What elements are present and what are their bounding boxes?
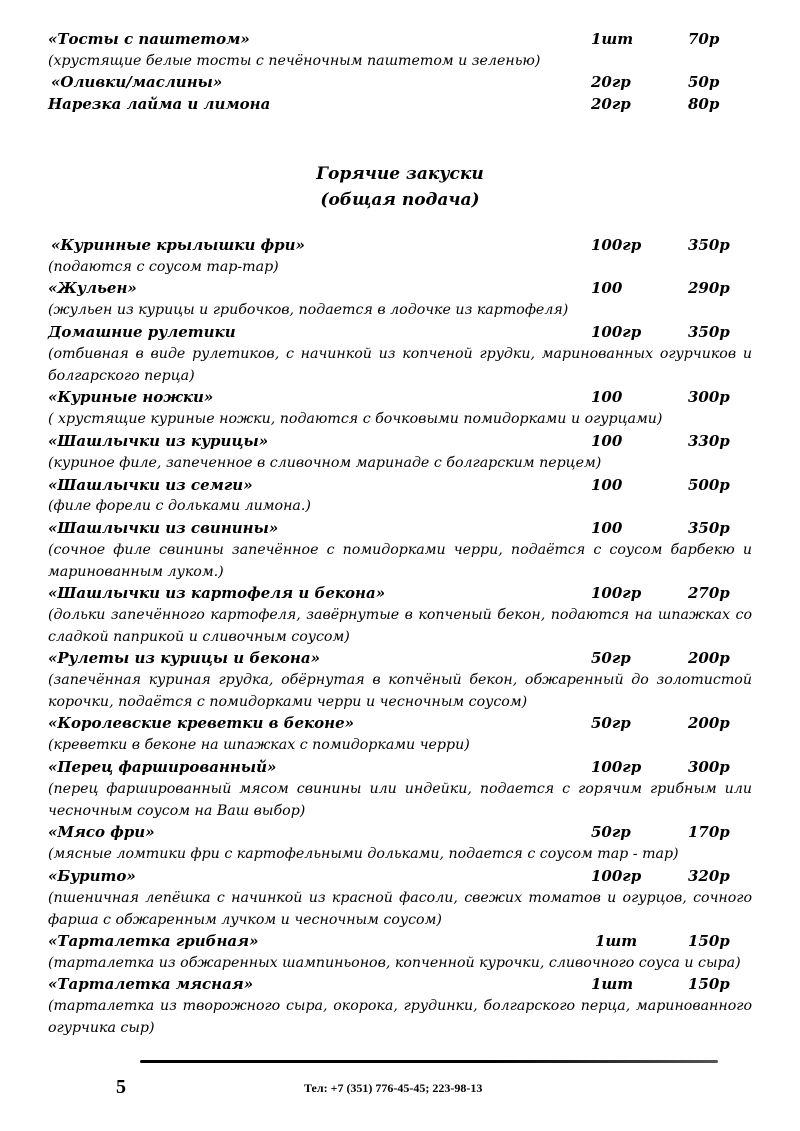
menu-item bbox=[48, 712, 752, 734]
item-name: «Тарталетка мясная» bbox=[48, 975, 254, 993]
menu-item bbox=[48, 930, 752, 952]
section-title: Горячие закуски bbox=[316, 164, 484, 184]
item-qty: 50гр bbox=[591, 823, 631, 841]
item-description: (дольки запечённого картофеля, завёрнутые в копченый бекон, подаются на шпажках со сладкой паприкой и сливочным соусом) bbox=[48, 607, 752, 645]
item-name: «Тарталетка грибная» bbox=[48, 932, 259, 950]
item-name: «Бурито» bbox=[48, 867, 136, 885]
item-price: 350р bbox=[688, 236, 730, 254]
item-name: «Куриные ножки» bbox=[48, 388, 214, 406]
item-qty: 100 bbox=[591, 432, 623, 450]
item-description: ( хрустящие куриные ножки, подаются с бочковыми помидорками и огурцами) bbox=[48, 411, 663, 427]
item-name: «Рулеты из курицы и бекона» bbox=[48, 649, 320, 667]
item-name: «Тосты с паштетом» bbox=[48, 30, 250, 48]
item-price: 170р bbox=[688, 823, 730, 841]
menu-item bbox=[48, 865, 752, 887]
item-name: «Шашлычки из семги» bbox=[48, 476, 253, 494]
menu-item bbox=[48, 430, 752, 452]
menu-item bbox=[48, 973, 752, 995]
item-price: 290р bbox=[688, 279, 730, 297]
item-name: «Оливки/маслины» bbox=[51, 73, 223, 91]
item-description: (отбивная в виде рулетиков, с начинкой из копченой грудки, маринованных огурчиков и болгарского перца) bbox=[48, 346, 752, 384]
menu-item bbox=[48, 386, 752, 408]
item-qty: 100гр bbox=[591, 584, 642, 602]
item-name: «Шашлычки из курицы» bbox=[48, 432, 269, 450]
item-description: (тарталетка из обжаренных шампиньонов, копченной курочки, сливочного соуса и сыра) bbox=[48, 955, 741, 971]
item-price: 150р bbox=[688, 932, 730, 950]
item-description: (хрустящие белые тосты с печёночным паштетом и зеленью) bbox=[48, 53, 541, 69]
item-price: 300р bbox=[688, 758, 730, 776]
page-number: 5 bbox=[116, 1076, 126, 1098]
menu-item bbox=[48, 647, 752, 669]
item-description: (перец фаршированный мясом свинины или индейки, подается с горячим грибным или чесночным соусом на Ваш выбор) bbox=[48, 781, 752, 819]
section-subtitle: (общая подача) bbox=[320, 190, 480, 210]
item-price: 350р bbox=[688, 519, 730, 537]
item-name: «Жульен» bbox=[48, 279, 137, 297]
item-qty: 100гр bbox=[591, 758, 642, 776]
menu-item bbox=[48, 28, 752, 50]
item-qty: 1шт bbox=[591, 975, 634, 993]
item-name: Нарезка лайма и лимона bbox=[48, 95, 271, 113]
menu-item bbox=[48, 821, 752, 843]
item-qty: 50гр bbox=[591, 714, 631, 732]
menu-item bbox=[48, 71, 752, 93]
item-name: «Королевские креветки в беконе» bbox=[48, 714, 355, 732]
item-description: (мясные ломтики фри с картофельными дольками, подается с соусом тар - тар) bbox=[48, 846, 679, 862]
item-price: 350р bbox=[688, 323, 730, 341]
item-description: (тарталетка из творожного сыра, окорока, грудинки, болгарского перца, маринованного огурчика сыр) bbox=[48, 998, 752, 1036]
item-qty: 100 bbox=[591, 388, 623, 406]
item-qty: 1шт bbox=[591, 30, 634, 48]
item-qty: 100гр bbox=[591, 236, 642, 254]
item-price: 300р bbox=[688, 388, 730, 406]
item-name: «Куринные крылышки фри» bbox=[51, 236, 305, 254]
item-price: 500р bbox=[688, 476, 730, 494]
item-price: 200р bbox=[688, 714, 730, 732]
menu-item bbox=[48, 234, 752, 256]
item-qty: 100гр bbox=[591, 867, 642, 885]
item-price: 70р bbox=[688, 30, 720, 48]
menu-item bbox=[48, 321, 752, 343]
item-price: 320р bbox=[688, 867, 730, 885]
item-name: «Перец фаршированный» bbox=[48, 758, 277, 776]
item-name: «Шашлычки из свинины» bbox=[48, 519, 279, 537]
item-qty: 100 bbox=[591, 279, 623, 297]
item-price: 50р bbox=[688, 73, 720, 91]
menu-item bbox=[48, 93, 752, 115]
item-qty: 100 bbox=[591, 519, 623, 537]
item-name: «Мясо фри» bbox=[48, 823, 155, 841]
menu-item bbox=[48, 474, 752, 496]
item-qty: 1шт bbox=[595, 932, 638, 950]
item-description: (пшеничная лепёшка с начинкой из красной фасоли, свежих томатов и огурцов, сочного фарша с обжаренным лучком и чесночным соусом) bbox=[48, 890, 752, 928]
item-price: 80р bbox=[688, 95, 720, 113]
item-price: 200р bbox=[688, 649, 730, 667]
item-qty: 20гр bbox=[591, 95, 631, 113]
item-price: 330р bbox=[688, 432, 730, 450]
menu-item bbox=[48, 277, 752, 299]
item-description: (подаются с соусом тар-тар) bbox=[48, 259, 279, 275]
item-name: Домашние рулетики bbox=[48, 323, 236, 341]
footer-divider bbox=[140, 1060, 718, 1063]
item-name: «Шашлычки из картофеля и бекона» bbox=[48, 584, 386, 602]
menu-item bbox=[48, 582, 752, 604]
item-description: (куриное филе, запеченное в сливочном маринаде с болгарским перцем) bbox=[48, 455, 602, 471]
item-qty: 100гр bbox=[591, 323, 642, 341]
item-description: (жульен из курицы и грибочков, подается в лодочке из картофеля) bbox=[48, 302, 569, 318]
item-price: 150р bbox=[688, 975, 730, 993]
item-qty: 50гр bbox=[591, 649, 631, 667]
item-price: 270р bbox=[688, 584, 730, 602]
item-description: (филе форели с дольками лимона.) bbox=[48, 498, 311, 514]
item-description: (креветки в беконе на шпажках с помидорками черри) bbox=[48, 737, 470, 753]
item-description: (сочное филе свинины запечённое с помидорками черри, подаётся с соусом барбекю и маринованным луком.) bbox=[48, 542, 752, 580]
footer-phone: Тел: +7 (351) 776-45-45; 223-98-13 bbox=[304, 1081, 483, 1095]
item-qty: 100 bbox=[591, 476, 623, 494]
menu-item bbox=[48, 756, 752, 778]
item-qty: 20гр bbox=[591, 73, 631, 91]
menu-item bbox=[48, 517, 752, 539]
item-description: (запечённая куриная грудка, обёрнутая в копчёный бекон, обжаренный до золотистой корочки, подаётся с помидорками черри и чесночным соусом) bbox=[48, 672, 752, 710]
